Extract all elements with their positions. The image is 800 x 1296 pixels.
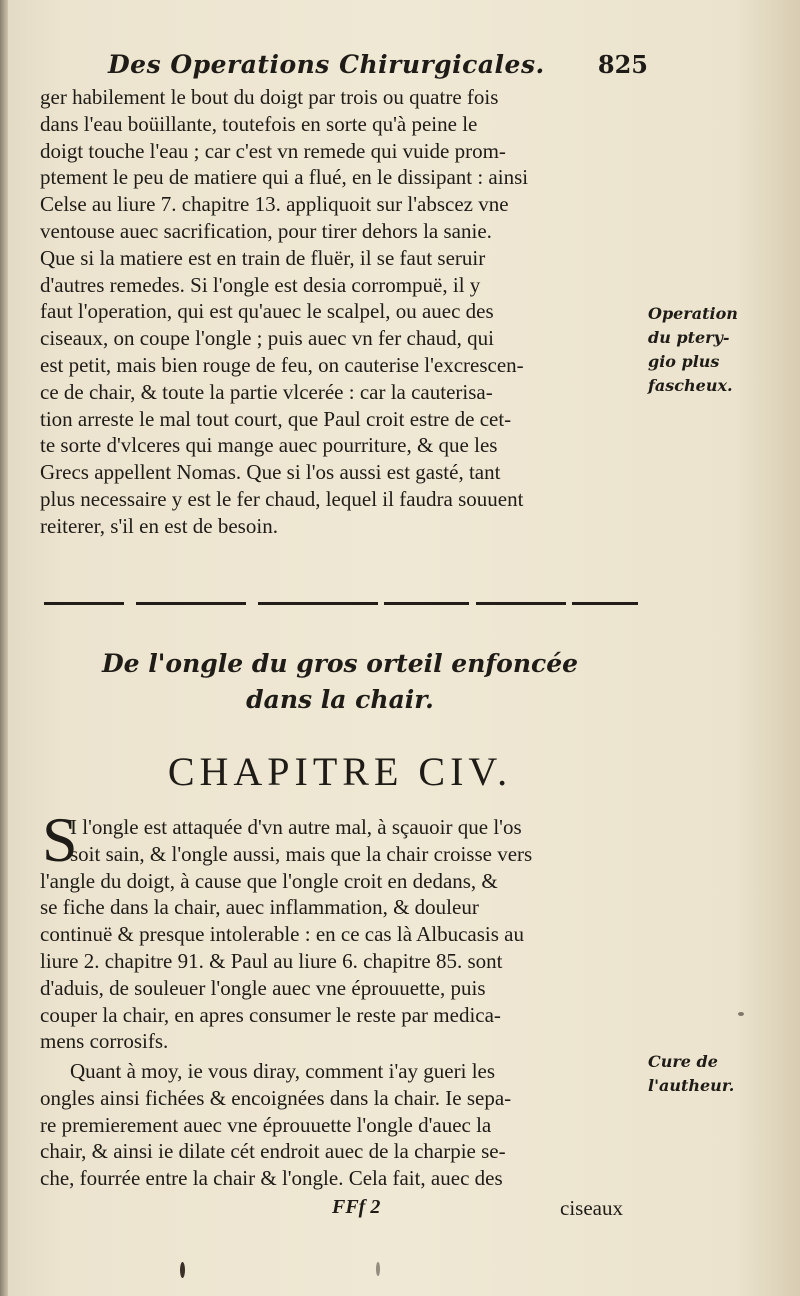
text-line: d'autres remedes. Si l'ongle est desia corrompuë, il y <box>40 272 481 297</box>
chapter-number: CHAPITRE CIV. <box>167 749 513 794</box>
text-line: re premierement auec vne éprouuette l'ongle d'auec la <box>40 1112 492 1137</box>
text-line: I l'ongle est attaquée d'vn autre mal, à sçauoir que l'os <box>70 815 522 839</box>
rule-segment <box>476 602 566 605</box>
chapter-heading <box>40 646 640 718</box>
text-line: faut l'operation, qui est qu'auec le scalpel, ou auec des <box>40 299 494 324</box>
margin-note-line: Cure de <box>648 1052 718 1071</box>
text-line: reiterer, s'il en est de besoin. <box>40 513 278 538</box>
text-line: liure 2. chapitre 91. & Paul au liure 6. chapitre 85. sont <box>40 948 503 973</box>
margin-note-line: l'autheur. <box>648 1076 735 1095</box>
text-line: tion arreste le mal tout court, que Paul croit estre de cet- <box>40 406 512 431</box>
rule-segment <box>258 602 378 605</box>
text-line: chair, & ainsi ie dilate cét endroit auec de la charpie se- <box>40 1139 506 1164</box>
margin-note-line: gio plus <box>648 352 720 371</box>
text-line: dans l'eau boüillante, toutefois en sorte qu'à peine le <box>40 111 478 136</box>
text-line: doigt touche l'eau ; car c'est vn remede qui vuide prom- <box>40 138 506 163</box>
margin-note-line: fascheux. <box>648 376 733 395</box>
ink-speck <box>180 1262 185 1278</box>
text-line: che, fourrée entre la chair & l'ongle. Cela fait, auec des <box>40 1166 503 1191</box>
text-line: continuë & presque intolerable : en ce cas là Albucasis au <box>40 922 524 947</box>
chapter-heading-line: dans la chair. <box>246 685 434 714</box>
chapter-heading-line: De l'ongle du gros orteil enfoncée <box>101 649 579 678</box>
rule-segment <box>44 602 124 605</box>
margin-note-line: du ptery- <box>648 328 730 347</box>
text-line: ventouse auec sacrification, pour tirer dehors la sanie. <box>40 218 492 243</box>
text-line: est petit, mais bien rouge de feu, on cauterise l'excrescen- <box>40 352 524 377</box>
text-line: d'aduis, de souleuer l'ongle auec vne éprouuette, puis <box>40 975 486 1000</box>
page-edge <box>0 0 8 1296</box>
text-line: ger habilement le bout du doigt par trois ou quatre fois <box>40 85 499 109</box>
margin-note-cure <box>648 1050 768 1098</box>
catchword: ciseaux <box>560 1196 623 1220</box>
text-line: ptement le peu de matiere qui a flué, en le dissipant : ainsi <box>40 165 529 190</box>
text-line: te sorte d'vlceres qui mange auec pourriture, & que les <box>40 433 498 458</box>
drop-cap: S <box>42 804 78 875</box>
rule-segment <box>384 602 469 605</box>
text-line: ongles ainsi fichées & encoignées dans la chair. Ie sepa- <box>40 1085 512 1110</box>
text-line: Grecs appellent Nomas. Que si l'os aussi est gasté, tant <box>40 460 501 485</box>
text-line: Que si la matiere est en train de fluër, il se faut seruir <box>40 245 486 270</box>
text-line: mens corrosifs. <box>40 1029 169 1054</box>
signature-mark: FFf 2 <box>332 1196 381 1218</box>
text-line: se fiche dans la chair, auec inflammation, & douleur <box>40 895 479 920</box>
chapter-paragraph-1 <box>40 814 640 1055</box>
running-title: Des Operations Chirurgicales. <box>108 50 545 79</box>
text-line: soit sain, & l'ongle aussi, mais que la chair croisse vers <box>70 841 533 866</box>
rule-segment <box>572 602 638 605</box>
text-line: Quant à moy, ie vous diray, comment i'ay gueri les <box>70 1059 496 1083</box>
ink-speck <box>738 1012 744 1016</box>
section-divider-rule <box>44 598 638 610</box>
rule-segment <box>136 602 246 605</box>
text-line: Celse au liure 7. chapitre 13. appliquoit sur l'abscez vne <box>40 192 509 217</box>
margin-note-line: Operation <box>648 304 738 323</box>
chapter-paragraph-2 <box>40 1058 640 1192</box>
text-line: ciseaux, on coupe l'ongle ; puis auec vn fer chaud, qui <box>40 326 494 351</box>
margin-note-operation <box>648 302 768 398</box>
text-line: plus necessaire y est le fer chaud, lequel il faudra souuent <box>40 486 524 511</box>
page-number: 825 <box>597 50 648 79</box>
ink-speck <box>376 1262 380 1276</box>
text-line: couper la chair, en apres consumer le reste par medica- <box>40 1002 501 1027</box>
text-line: l'angle du doigt, à cause que l'ongle croit en dedans, & <box>40 868 498 893</box>
paragraph-continued <box>40 84 640 540</box>
text-line: ce de chair, & toute la partie vlcerée : car la cauterisa- <box>40 379 493 404</box>
